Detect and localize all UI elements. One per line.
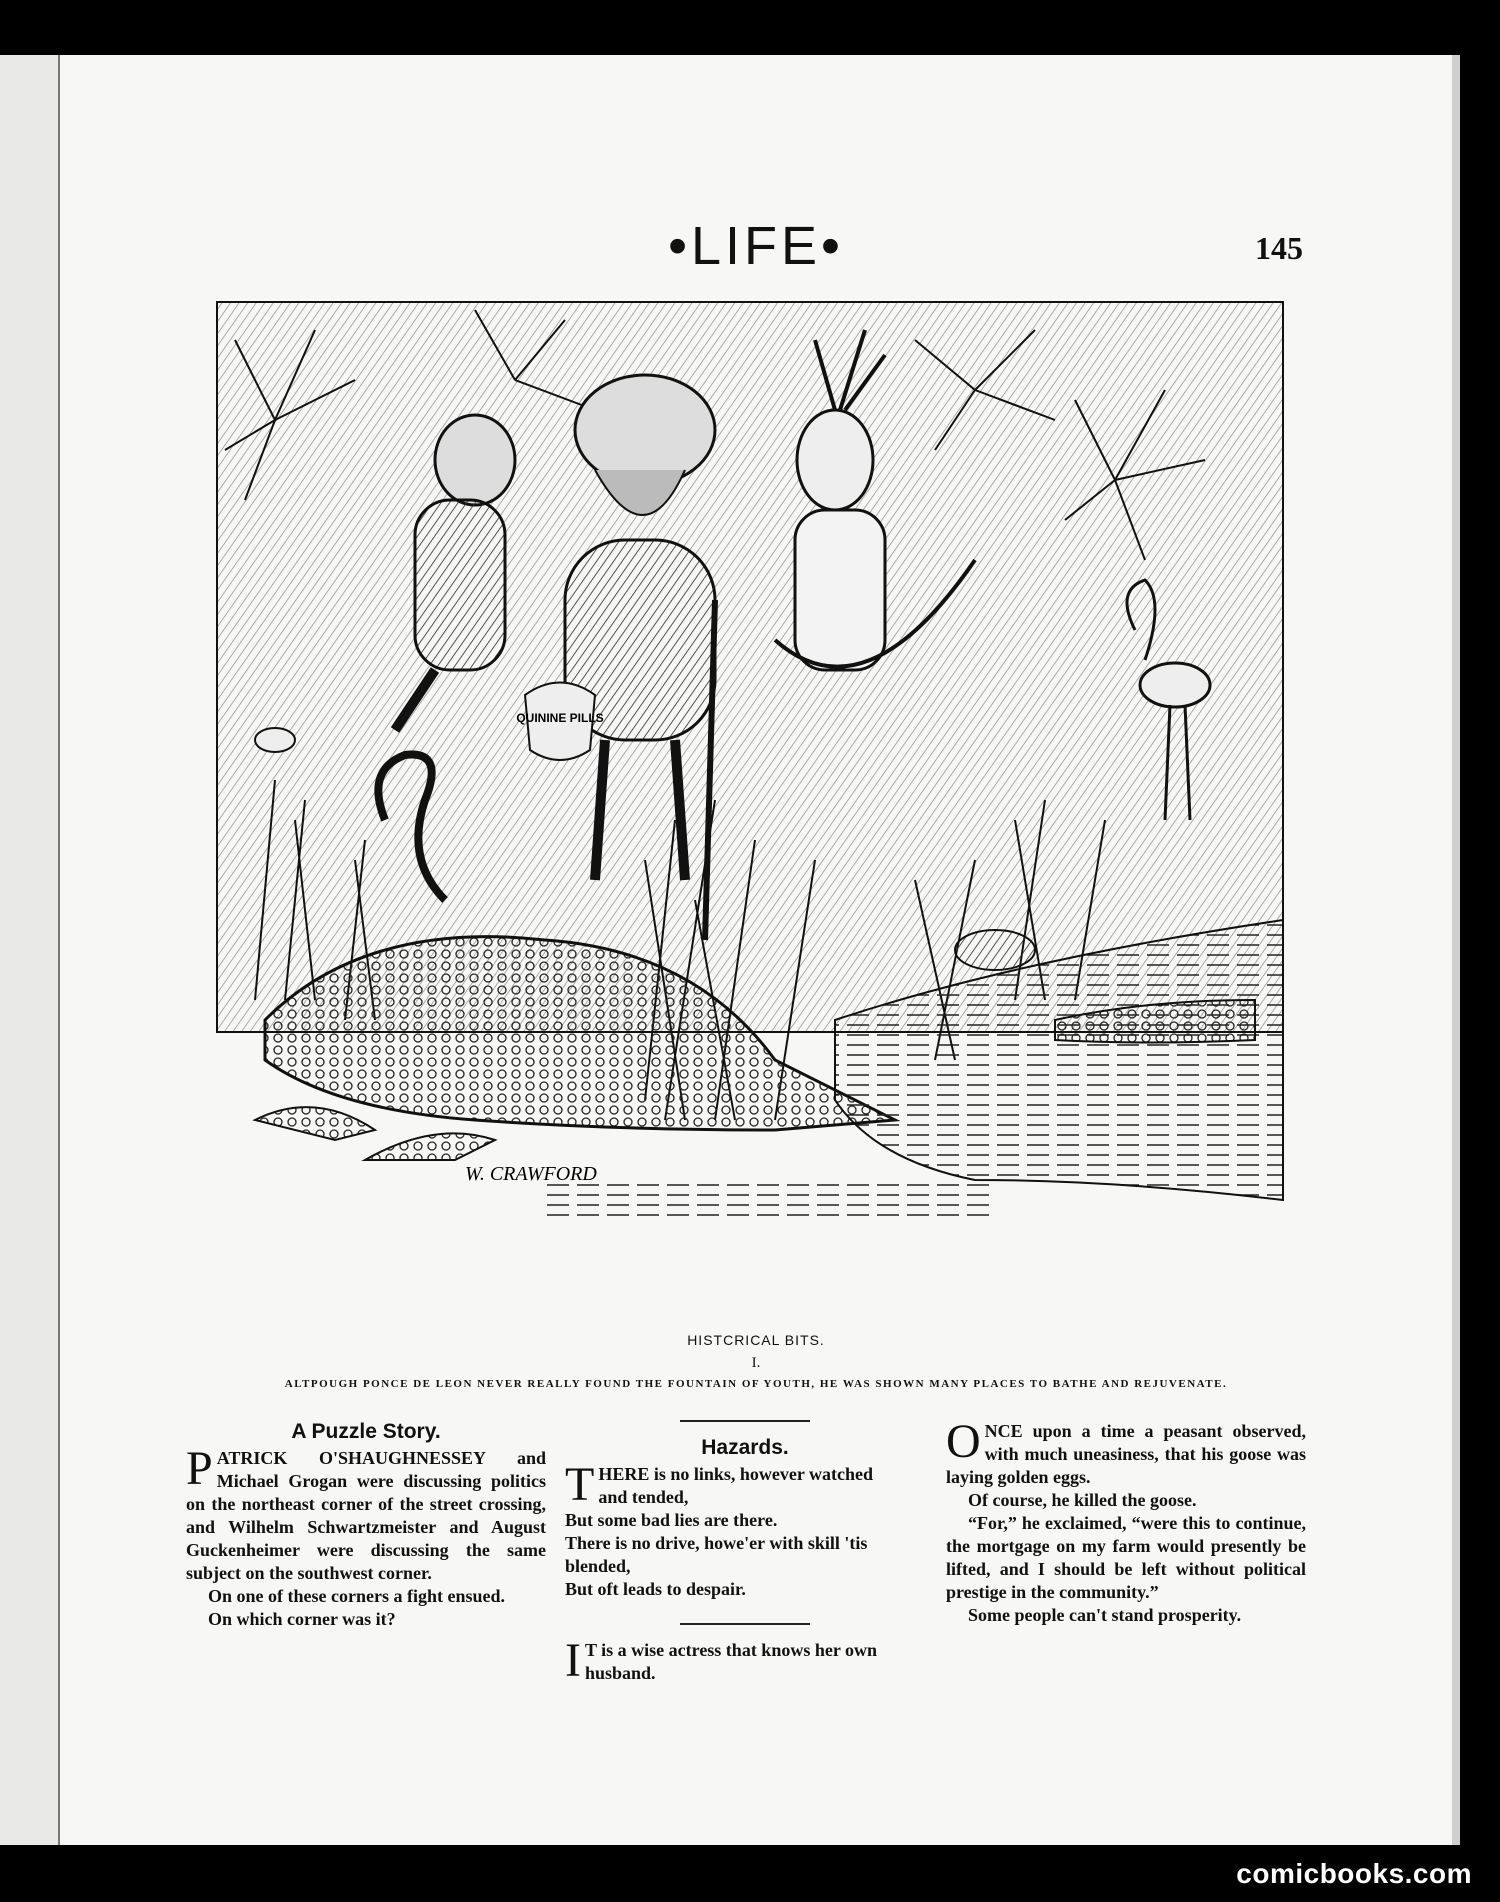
verse-line: There is no drive, howe'er with skill 'tis [565, 1533, 868, 1553]
verse-line: But oft leads to despair. [565, 1579, 746, 1599]
goose-column [946, 1415, 1306, 1627]
caption-text: ALTPOUGH PONCE DE LEON NEVER REALLY FOUND THE FOUNTAIN OF YOUTH, HE WAS SHOWN MANY PLACES TO BATHE AND REJUVENATE. [284, 1378, 1228, 1390]
hazards-column [565, 1420, 925, 1685]
goose-paragraph: “For,” he exclaimed, “were this to continue, the mortgage on my farm would presently be lifted, and I should be left without political prestige in the community.” [946, 1513, 1306, 1602]
verse-line: and tended, [598, 1487, 689, 1507]
masthead-title: •LIFE• [668, 216, 844, 276]
divider [680, 1420, 810, 1422]
puzzle-story-paragraph: PATRICK O'SHAUGHNESSEY and Michael Grogan were discussing politics on the northeast corner of the street crossing, and Wilhelm Schwartzmeister and August Guckenheimer were discussing the same subject on the southwest corner. [186, 1442, 546, 1583]
page-right-edge [1452, 55, 1460, 1845]
caption-series-title: HISTCRICAL BITS. [687, 1332, 825, 1348]
swamp-water-foreground [545, 1180, 995, 1220]
quinine-bag-label: QUININE PILLS [516, 711, 604, 725]
puzzle-story-title: A Puzzle Story. [291, 1420, 441, 1443]
caption-number: I. [751, 1355, 761, 1371]
hazards-title: Hazards. [701, 1436, 789, 1459]
page-number: 145 [1255, 230, 1303, 266]
artist-signature: W. CRAWFORD [465, 1163, 597, 1185]
actress-joke: I T is a wise actress that knows her own husband. [565, 1634, 878, 1687]
puzzle-story-paragraph: On one of these corners a fight ensued. [208, 1586, 505, 1606]
verse-line: But some bad lies are there. [565, 1510, 778, 1530]
divider [680, 1623, 810, 1625]
frog [255, 728, 295, 752]
foliage-background [217, 302, 1283, 1032]
drop-cap: O [946, 1415, 981, 1468]
verse-line: blended, [565, 1556, 631, 1576]
goose-paragraph: Some people can't stand prosperity. [968, 1605, 1242, 1625]
site-watermark: comicbooks.com [1236, 1858, 1472, 1889]
goose-paragraph: ONCE upon a time a peasant observed, with much uneasiness, that his goose was laying golden eggs. [946, 1415, 1306, 1487]
magazine-page [60, 55, 1452, 1845]
verse-line: THERE is no links, however watched [565, 1458, 874, 1511]
drop-cap: P [186, 1442, 213, 1495]
jungle-illustration [215, 300, 1315, 1380]
puzzle-story-column [186, 1420, 546, 1631]
baby-alligator [365, 1133, 495, 1160]
drop-cap: I [565, 1634, 581, 1687]
baby-alligator [255, 1107, 375, 1140]
goose-paragraph: Of course, he killed the goose. [968, 1490, 1197, 1510]
previous-page-edge [0, 55, 61, 1845]
turtle [955, 930, 1035, 970]
drop-cap: T [565, 1458, 595, 1511]
puzzle-story-paragraph: On which corner was it? [208, 1609, 396, 1629]
